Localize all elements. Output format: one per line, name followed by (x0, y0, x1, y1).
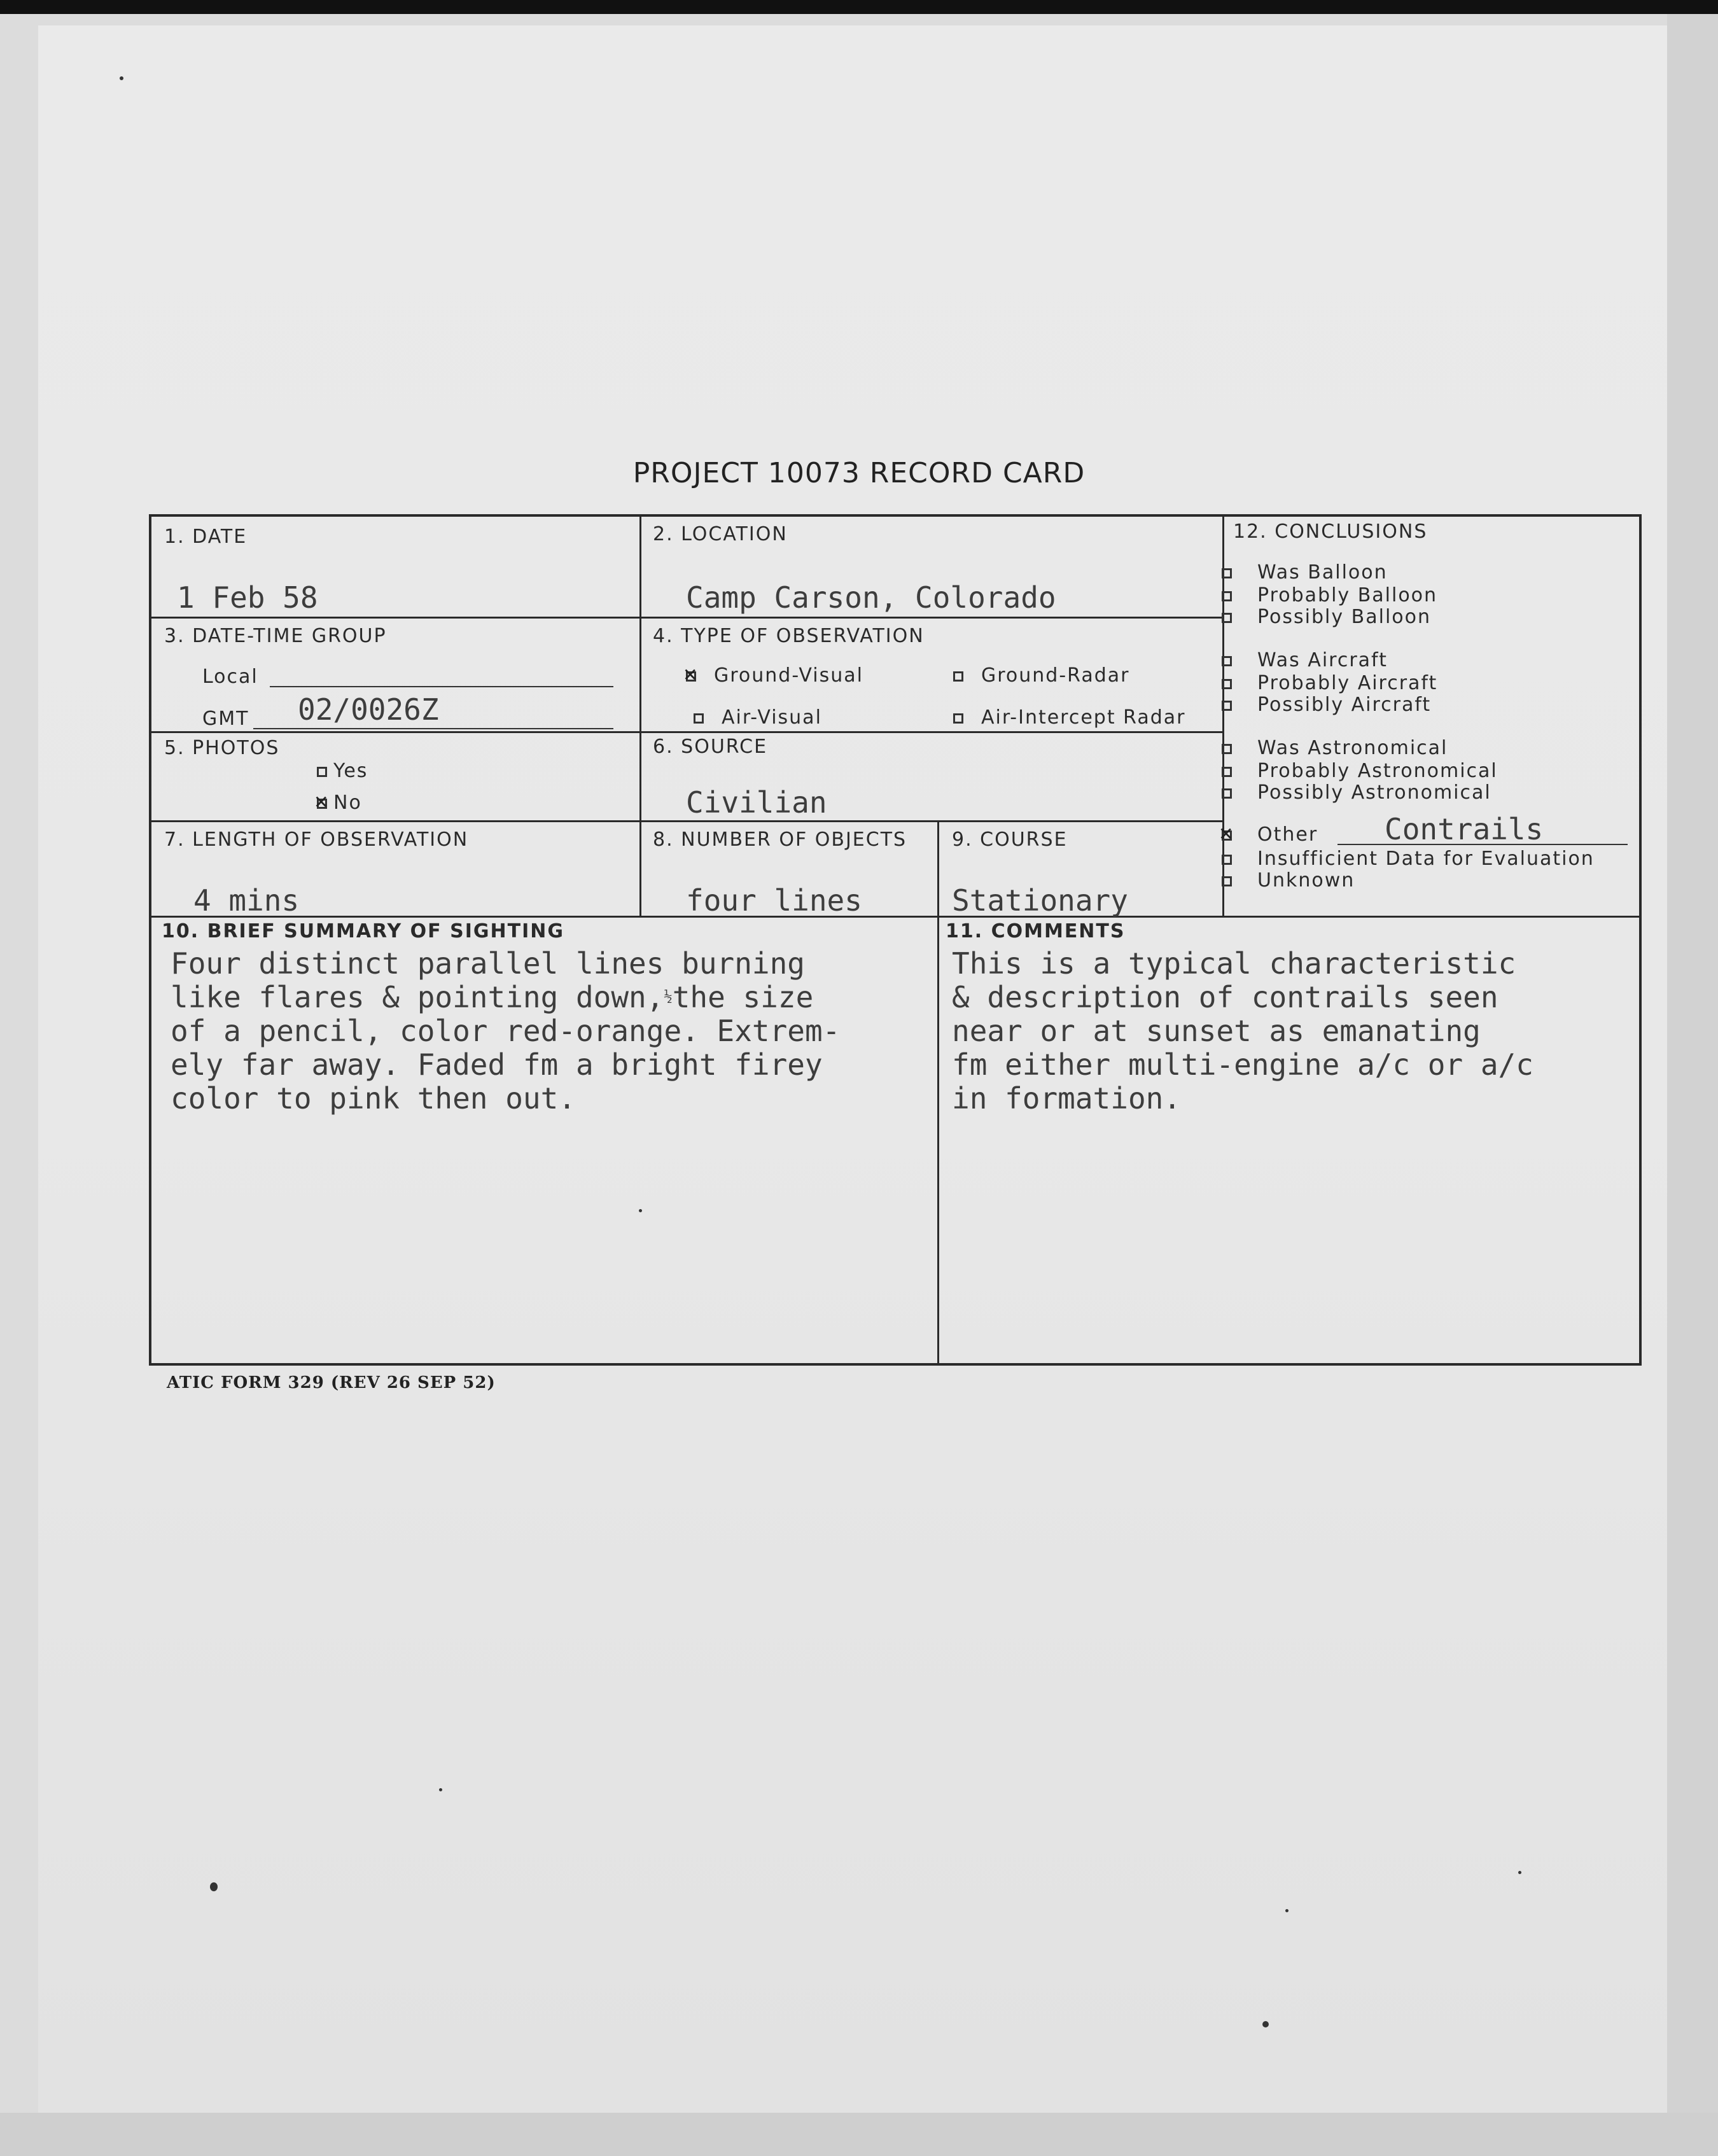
concl-was-balloon[interactable]: Was Balloon (1222, 561, 1388, 584)
dtg-gmt-label: GMT (202, 708, 249, 730)
photos-no-checkbox[interactable] (317, 799, 327, 809)
obs-ground-visual[interactable]: ✕Ground-Visual (686, 664, 863, 687)
course-label: 9. COURSE (952, 829, 1068, 851)
concl-unknown-checkbox[interactable] (1222, 876, 1232, 886)
length-cell (151, 822, 641, 918)
location-label: 2. LOCATION (653, 523, 788, 545)
scan-speck (1518, 1871, 1521, 1874)
objects-cell (641, 822, 939, 918)
date-label: 1. DATE (164, 526, 248, 548)
obs-air-intercept-radar[interactable]: Air-Intercept Radar (953, 706, 1185, 729)
comments-text (952, 947, 1533, 1116)
scan-speck (1262, 2021, 1269, 2027)
concl-other[interactable]: ✕Other (1222, 823, 1318, 846)
summary-line-1: Four distinct parallel lines burning (171, 946, 805, 981)
summary-line-3: of a pencil, color red-orange. Extrem- (171, 1014, 841, 1048)
scan-speck (439, 1788, 442, 1791)
scan-right-edge (1667, 14, 1718, 2113)
card-title: PROJECT 10073 RECORD CARD (632, 457, 1086, 489)
observation-type-cell (641, 619, 1224, 733)
length-value: 4 mins (193, 883, 300, 918)
comments-line-2: & description of contrails seen (952, 980, 1498, 1014)
concl-possibly-astronomical-checkbox[interactable] (1222, 788, 1232, 799)
concl-other-value: Contrails (1385, 812, 1544, 846)
date-value: 1 Feb 58 (177, 580, 318, 615)
concl-was-balloon-checkbox[interactable] (1222, 568, 1232, 578)
comments-label: 11. COMMENTS (946, 920, 1126, 942)
record-card (149, 514, 1642, 1366)
comments-cell (939, 918, 1639, 1363)
scan-bottom-border (0, 2113, 1718, 2156)
fraction-half: ½ (664, 989, 673, 1005)
concl-possibly-balloon-checkbox[interactable] (1222, 613, 1232, 623)
dtg-local-line (270, 686, 613, 687)
objects-value: four lines (686, 883, 862, 918)
concl-insufficient-data-checkbox[interactable] (1222, 855, 1232, 865)
source-label: 6. SOURCE (653, 736, 768, 758)
summary-line-4: ely far away. Faded fm a bright firey (171, 1047, 823, 1082)
concl-probably-astronomical[interactable]: Probably Astronomical (1222, 760, 1498, 782)
source-value: Civilian (686, 785, 827, 820)
dtg-gmt-line (253, 728, 613, 729)
dtg-local-label: Local (202, 666, 258, 688)
comments-line-4: fm either multi-engine a/c or a/c (952, 1047, 1533, 1082)
length-label: 7. LENGTH OF OBSERVATION (164, 829, 469, 851)
concl-probably-astronomical-checkbox[interactable] (1222, 767, 1232, 777)
concl-possibly-aircraft[interactable]: Possibly Aircraft (1222, 694, 1431, 716)
concl-was-astronomical[interactable]: Was Astronomical (1222, 737, 1448, 759)
course-cell (939, 822, 1224, 918)
concl-other-checkbox[interactable] (1222, 830, 1232, 841)
course-value: Stationary (952, 883, 1128, 918)
photos-label: 5. PHOTOS (164, 737, 280, 759)
obs-air-visual-checkbox[interactable] (694, 713, 704, 724)
concl-unknown[interactable]: Unknown (1222, 869, 1355, 892)
location-value: Camp Carson, Colorado (686, 580, 1056, 615)
photos-yes[interactable]: Yes (317, 760, 368, 782)
location-cell (641, 517, 1224, 619)
summary-text (171, 947, 840, 1116)
summary-line-5: color to pink then out. (171, 1081, 576, 1116)
photos-cell (151, 733, 641, 822)
concl-possibly-balloon[interactable]: Possibly Balloon (1222, 606, 1431, 628)
photos-no[interactable]: ✕No (317, 792, 362, 814)
summary-line-2: like flares & pointing down,$^{\frac{1}{2}}$the size (171, 980, 814, 1014)
concl-was-aircraft-checkbox[interactable] (1222, 656, 1232, 666)
dtg-cell (151, 619, 641, 733)
scan-speck (210, 1882, 218, 1891)
date-cell (151, 517, 641, 619)
concl-insufficient-data[interactable]: Insufficient Data for Evaluation (1222, 848, 1595, 870)
comments-line-3: near or at sunset as emanating (952, 1014, 1481, 1048)
obs-ground-radar[interactable]: Ground-Radar (953, 664, 1130, 687)
conclusions-label: 12. CONCLUSIONS (1233, 521, 1428, 543)
dtg-label: 3. DATE-TIME GROUP (164, 625, 387, 647)
obs-ground-visual-checkbox[interactable] (686, 671, 696, 682)
scan-speck (1285, 1909, 1288, 1912)
comments-line-1: This is a typical characteristic (952, 946, 1516, 981)
objects-label: 8. NUMBER OF OBJECTS (653, 829, 907, 851)
obs-air-intercept-radar-checkbox[interactable] (953, 713, 963, 724)
comments-line-5: in formation. (952, 1081, 1182, 1116)
concl-probably-balloon[interactable]: Probably Balloon (1222, 584, 1437, 606)
concl-was-astronomical-checkbox[interactable] (1222, 744, 1232, 754)
scan-speck (639, 1209, 642, 1212)
scan-top-border (0, 0, 1718, 14)
concl-possibly-aircraft-checkbox[interactable] (1222, 701, 1232, 711)
obs-ground-radar-checkbox[interactable] (953, 671, 963, 682)
photos-yes-checkbox[interactable] (317, 767, 327, 777)
dtg-gmt-value: 02/0026Z (298, 692, 439, 727)
form-footer: ATIC FORM 329 (REV 26 SEP 52) (167, 1373, 496, 1392)
concl-probably-balloon-checkbox[interactable] (1222, 591, 1232, 601)
obs-air-visual[interactable]: Air-Visual (694, 706, 822, 729)
summary-label: 10. BRIEF SUMMARY OF SIGHTING (162, 920, 564, 942)
concl-probably-aircraft-checkbox[interactable] (1222, 679, 1232, 689)
summary-cell (151, 918, 939, 1363)
concl-was-aircraft[interactable]: Was Aircraft (1222, 649, 1388, 671)
source-cell (641, 733, 1224, 822)
concl-probably-aircraft[interactable]: Probably Aircraft (1222, 672, 1437, 694)
scan-speck (120, 76, 123, 80)
observation-type-label: 4. TYPE OF OBSERVATION (653, 625, 925, 647)
concl-possibly-astronomical[interactable]: Possibly Astronomical (1222, 781, 1491, 804)
